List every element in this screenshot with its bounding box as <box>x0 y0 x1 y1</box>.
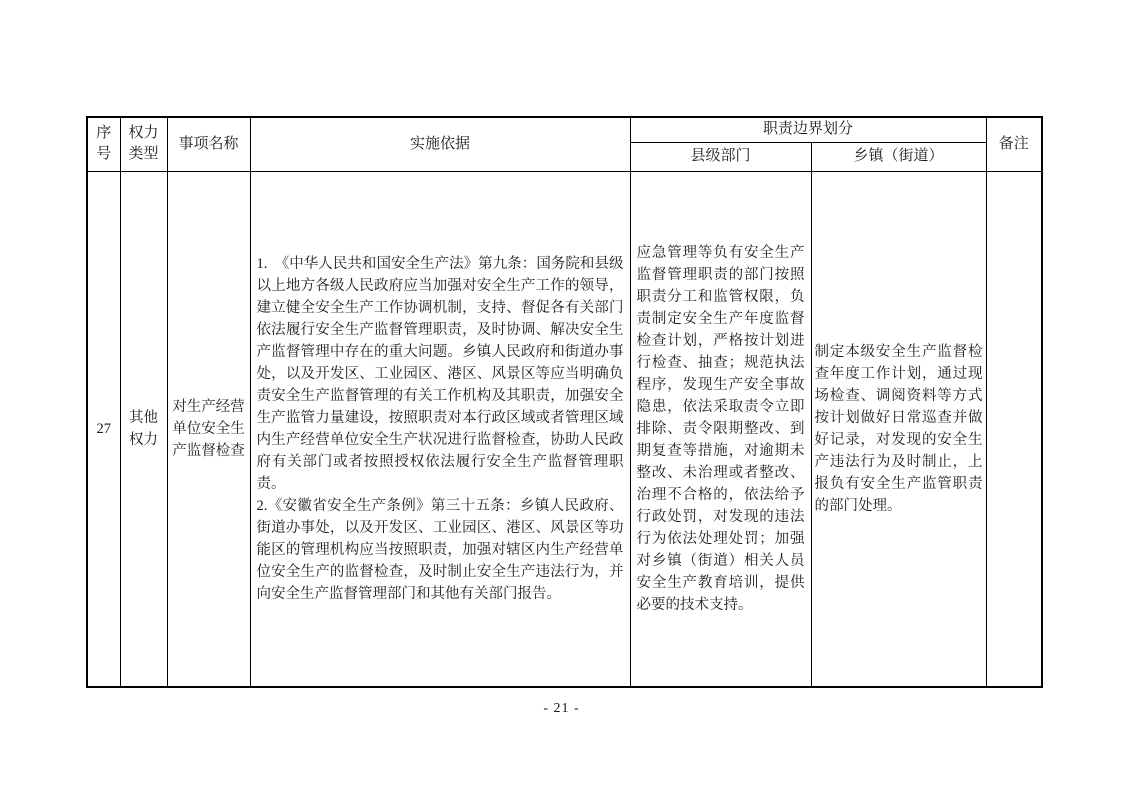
header-township-street: 乡镇（街道） <box>811 142 986 171</box>
header-remarks: 备注 <box>986 117 1042 171</box>
cell-township-duty <box>811 171 986 687</box>
header-county-department: 县级部门 <box>630 142 811 171</box>
duty-boundary-table <box>86 116 1043 688</box>
cell-serial-no: 27 <box>87 171 120 687</box>
cell-county-duty <box>630 171 811 687</box>
county-duty-text: 应急管理等负有安全生产监督管理职责的部门按照职责分工和监管权限，负责制定安全生产年度监督检查计划，严格按计划进行检查、抽查；规范执法程序，发现生产安全事故隐患，依法采取责令立即排除、责令限期整改、到期复查等措施，对逾期未整改、未治理或者整改、治理不合格的，依法给予行政处罚，对发现的违法行为依法处理处罚；加强对乡镇（街道）相关人员安全生产教育培训，提供必要的技术支持。 <box>636 244 805 613</box>
table-row <box>87 171 1042 687</box>
header-item-name: 事项名称 <box>167 117 250 171</box>
header-serial-no: 序号 <box>87 117 120 171</box>
basis-paragraph-1: 1. 《中华人民共和国安全生产法》第九条：国务院和县级以上地方各级人民政府应当加强对安全生产工作的领导，建立健全安全生产工作协调机制，支持、督促各有关部门依法履行安全生产监督管理职责，及时协调、解决安全生产监督管理中存在的重大问题。乡镇人民政府和街道办事处，以及开发区、工业园区、港区、风景区等应当明确负责安全生产监督管理的有关工作机构及其职责，加强安全生产监管力量建设，按照职责对本行政区域或者管理区域内生产经营单位安全生产状况进行监督检查，协助人民政府有关部门或者按照授权依法履行安全生产监督管理职责。 <box>256 255 624 492</box>
header-duty-boundary: 职责边界划分 <box>630 117 986 142</box>
cell-item-name: 对生产经营单位安全生产监督检查 <box>167 171 250 687</box>
cell-implementation-basis <box>250 171 630 687</box>
header-implementation-basis: 实施依据 <box>250 117 630 171</box>
header-power-type: 权力类型 <box>120 117 167 171</box>
basis-paragraph-2: 2.《安徽省安全生产条例》第三十五条：乡镇人民政府、街道办事处，以及开发区、工业园区、港区、风景区等功能区的管理机构应当按照职责，加强对辖区内生产经营单位安全生产的监督检查，及时制止安全生产违法行为，并向安全生产监督管理部门和其他有关部门报告。 <box>256 497 624 602</box>
cell-power-type: 其他权力 <box>120 171 167 687</box>
page-number: - 21 - <box>543 701 580 716</box>
township-duty-text: 制定本级安全生产监督检查年度工作计划，通过现场检查、调阅资料等方式按计划做好日常巡查并做好记录，对发现的安全生产违法行为及时制止，上报负有安全生产监管职责的部门处理。 <box>814 343 983 514</box>
cell-remarks <box>986 171 1042 687</box>
